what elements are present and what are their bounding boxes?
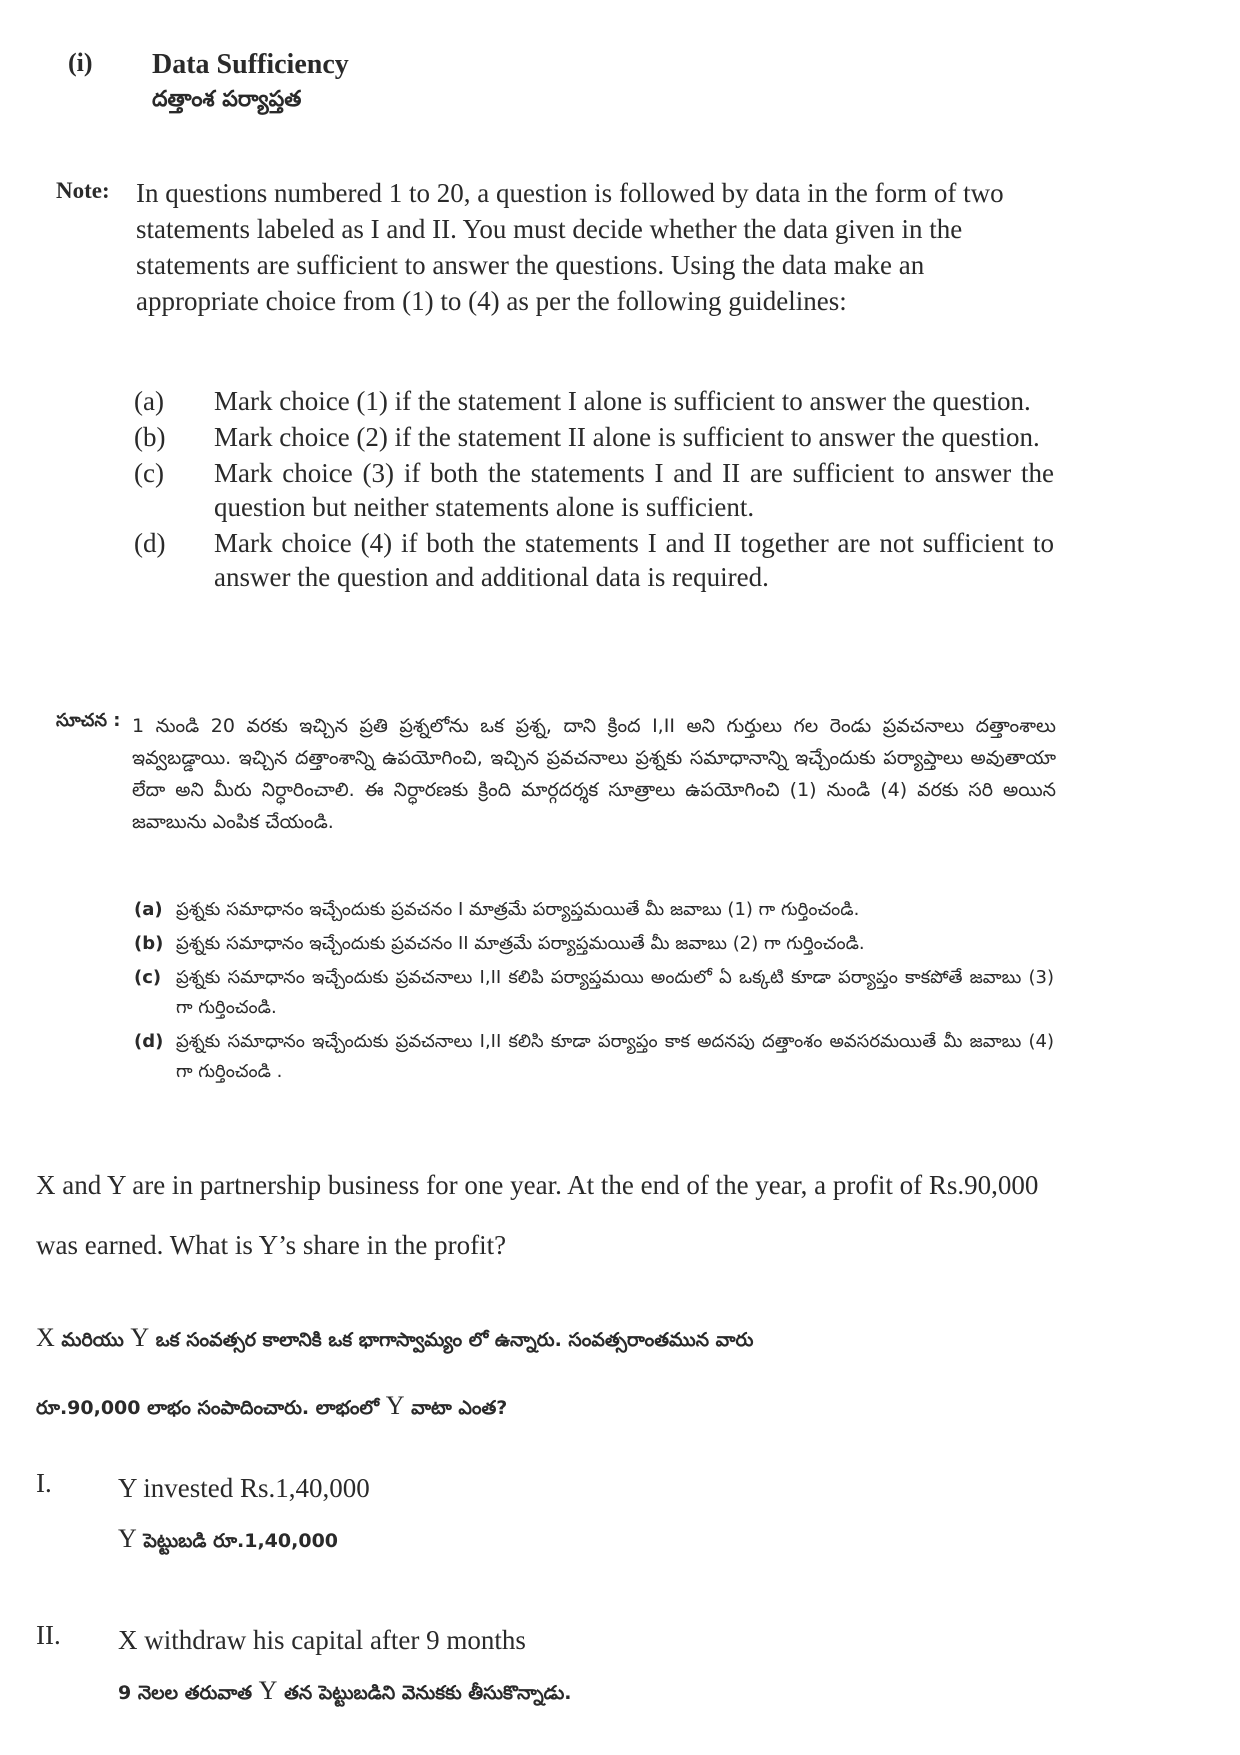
guideline-d bbox=[134, 526, 1054, 594]
guideline-tag: (c) bbox=[134, 458, 164, 488]
statement-1 bbox=[36, 1468, 1086, 1558]
text-segment: తన పెట్టుబడిని వెనుకకు తీసుకొన్నాడు. bbox=[277, 1682, 572, 1704]
text-segment: పెట్టుబడి రూ.1,40,000 bbox=[136, 1530, 339, 1552]
text-segment: ఒక సంవత్సర కాలానికి ఒక భాగాస్వామ్యం లో ఉన్నారు. సంవత్సరాంతమున వారు bbox=[149, 1329, 754, 1351]
section-number: (i) bbox=[68, 48, 93, 77]
guideline-te-c bbox=[134, 963, 1054, 1023]
guidelines-en bbox=[134, 384, 1054, 596]
statement-text-te bbox=[118, 1674, 1086, 1710]
guideline-text: ప్రశ్నకు సమాధానం ఇచ్చేందుకు ప్రవచనాలు I,II కలిపి పర్యాప్తమయి అందులో ఏ ఒక్కటి కూడా పర్యాప్తం కాకపోతే జవాబు (3) గా గుర్తించండి. bbox=[176, 967, 1054, 1018]
statement-number: II. bbox=[36, 1620, 61, 1650]
guideline-c bbox=[134, 456, 1054, 524]
guideline-te-d bbox=[134, 1027, 1054, 1087]
text-segment: 9 నెలల తరువాత bbox=[118, 1682, 259, 1704]
guideline-text: Mark choice (4) if both the statements I and II together are not sufficient to answer the question and additional data is required. bbox=[214, 528, 1054, 592]
question-te-line-2 bbox=[36, 1373, 1086, 1441]
guideline-tag: (a) bbox=[134, 899, 163, 920]
statement-text-en: Y invested Rs.1,40,000 bbox=[118, 1473, 370, 1503]
note-block bbox=[56, 175, 1046, 319]
guideline-text: Mark choice (2) if the statement II alone is sufficient to answer the question. bbox=[214, 422, 1040, 452]
guideline-tag: (b) bbox=[134, 933, 164, 954]
guideline-tag: (b) bbox=[134, 422, 166, 452]
guideline-text: Mark choice (3) if both the statements I and II are sufficient to answer the question but neither statements alone is sufficient. bbox=[214, 458, 1054, 522]
note-label-te: సూచన : bbox=[56, 710, 121, 731]
guideline-te-b bbox=[134, 929, 1054, 959]
question-te-line-1 bbox=[36, 1305, 1086, 1373]
note-label: Note: bbox=[56, 178, 110, 203]
variable-y: Y bbox=[258, 1676, 278, 1705]
section-title-te: దత్తాంశ పర్యాప్తత bbox=[152, 87, 302, 112]
section-heading bbox=[68, 48, 349, 118]
guideline-tag: (d) bbox=[134, 1031, 164, 1052]
guideline-tag: (c) bbox=[134, 967, 162, 988]
note-block-te bbox=[56, 710, 1056, 838]
guideline-text: ప్రశ్నకు సమాధానం ఇచ్చేందుకు ప్రవచనం I మాత్రమే పర్యాప్తమయితే మీ జవాబు (1) గా గుర్తించండి. bbox=[176, 899, 860, 920]
guideline-text: Mark choice (1) if the statement I alone is sufficient to answer the question. bbox=[214, 386, 1031, 416]
statement-text-en: X withdraw his capital after 9 months bbox=[118, 1625, 526, 1655]
statement-text-te bbox=[118, 1522, 1086, 1558]
guideline-te-a bbox=[134, 895, 1054, 925]
text-segment: వాటా ఎంత? bbox=[404, 1397, 508, 1419]
variable-y: Y bbox=[130, 1323, 150, 1352]
variable-x: X bbox=[36, 1323, 55, 1352]
guideline-a bbox=[134, 384, 1054, 418]
guideline-text: ప్రశ్నకు సమాధానం ఇచ్చేందుకు ప్రవచనం II మాత్రమే పర్యాప్తమయితే మీ జవాబు (2) గా గుర్తించండి. bbox=[176, 933, 865, 954]
statement-2 bbox=[36, 1620, 1086, 1710]
note-text: In questions numbered 1 to 20, a question is followed by data in the form of two statements labeled as I and II. You must decide whether the data given in the statements are sufficient to answer the questions. Using the data make an appropriate choice from (1) to (4) as per the following guidelines: bbox=[136, 178, 1004, 316]
variable-y: Y bbox=[385, 1391, 405, 1420]
question-text-en: X and Y are in partnership business for one year. At the end of the year, a profit of Rs.90,000 was earned. What is Y’s share in the profit? bbox=[36, 1170, 1039, 1260]
question-text-te bbox=[36, 1305, 1086, 1441]
section-title-en: Data Sufficiency bbox=[152, 49, 349, 80]
guideline-b bbox=[134, 420, 1054, 454]
guideline-tag: (d) bbox=[134, 528, 166, 558]
guideline-tag: (a) bbox=[134, 386, 164, 416]
guidelines-te bbox=[134, 895, 1054, 1091]
text-segment: మరియు bbox=[54, 1329, 131, 1351]
note-text-te: 1 నుండి 20 వరకు ఇచ్చిన ప్రతి ప్రశ్నలోను ఒక ప్రశ్న, దాని క్రింద I,II అని గుర్తులు గల రెండు ప్రవచనాలు దత్తాంశాలు ఇవ్వబడ్డాయి. ఇచ్చిన దత్తాంశాన్ని ఉపయోగించి, ఇచ్చిన ప్రవచనాలు ప్రశ్నకు సమాధానాన్ని ఇచ్చేందుకు పర్యాప్తాలు అవుతాయా లేదా అని మీరు నిర్ధారించాలి. ఈ నిర్ధారణకు క్రింది మార్గదర్శక సూత్రాలు ఉపయోగించి (1) నుండి (4) వరకు సరి అయిన జవాబును ఎంపిక చేయండి. bbox=[132, 715, 1056, 833]
text-segment: రూ.90,000 లాభం సంపాదించారు. లాభంలో bbox=[36, 1397, 386, 1419]
statement-number: I. bbox=[36, 1468, 52, 1498]
guideline-text: ప్రశ్నకు సమాధానం ఇచ్చేందుకు ప్రవచనాలు I,II కలిసి కూడా పర్యాప్తం కాక అదనపు దత్తాంశం అవసరమయితే మీ జవాబు (4) గా గుర్తించండి . bbox=[176, 1031, 1054, 1082]
variable-y: Y bbox=[118, 1524, 137, 1553]
